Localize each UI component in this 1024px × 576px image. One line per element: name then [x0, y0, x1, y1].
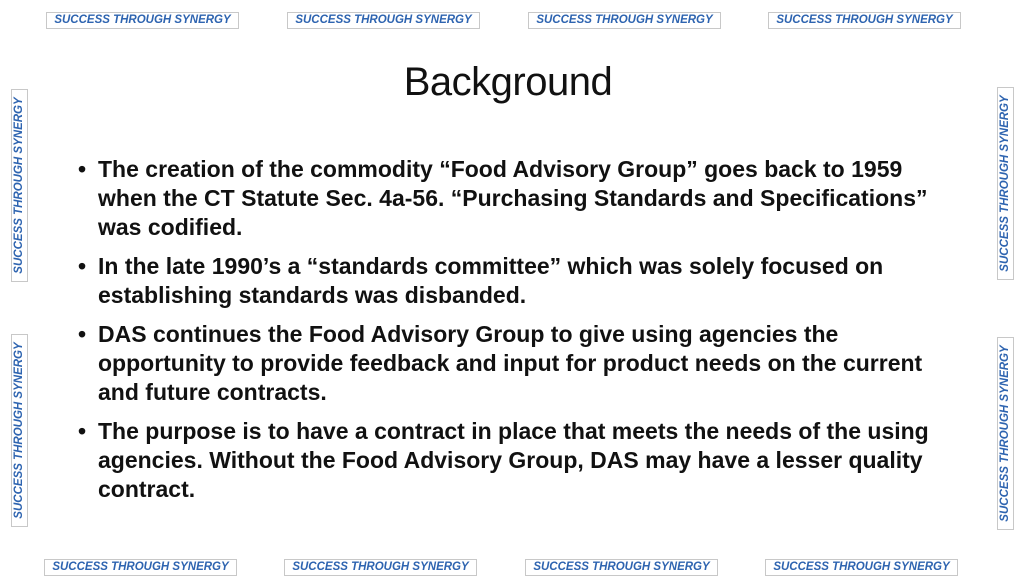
tagline-bottom-4: SUCCESS THROUGH SYNERGY	[765, 559, 958, 576]
tagline-top-3: SUCCESS THROUGH SYNERGY	[528, 12, 721, 29]
bullet-list	[76, 155, 956, 514]
bullet-icon: •	[78, 253, 87, 279]
tagline-right-1: SUCCESS THROUGH SYNERGY	[997, 87, 1014, 280]
tagline-top-4: SUCCESS THROUGH SYNERGY	[768, 12, 961, 29]
bullet-icon: •	[78, 418, 87, 444]
bullet-icon: •	[78, 156, 87, 182]
tagline-bottom-3: SUCCESS THROUGH SYNERGY	[525, 559, 718, 576]
bullet-item	[76, 252, 956, 310]
bullet-text: In the late 1990’s a “standards committee” which was solely focused on establishing standards was disbanded.	[98, 253, 884, 308]
slide-title: Background	[403, 60, 613, 104]
tagline-top-2: SUCCESS THROUGH SYNERGY	[287, 12, 480, 29]
bullet-text: DAS continues the Food Advisory Group to give using agencies the opportunity to provide feedback and input for product needs on the current and future contracts.	[98, 321, 923, 405]
bullet-item	[76, 320, 956, 407]
tagline-right-2: SUCCESS THROUGH SYNERGY	[997, 337, 1014, 530]
tagline-bottom-1: SUCCESS THROUGH SYNERGY	[44, 559, 237, 576]
bullet-icon: •	[78, 321, 87, 347]
tagline-bottom-2: SUCCESS THROUGH SYNERGY	[284, 559, 477, 576]
tagline-left-2: SUCCESS THROUGH SYNERGY	[11, 334, 28, 527]
tagline-top-1: SUCCESS THROUGH SYNERGY	[46, 12, 239, 29]
bullet-text: The creation of the commodity “Food Advisory Group” goes back to 1959 when the CT Statute Sec. 4a-56. “Purchasing Standards and Specifications” was codified.	[98, 156, 928, 240]
bullet-item	[76, 155, 956, 242]
bullet-text: The purpose is to have a contract in place that meets the needs of the using agencies. Without the Food Advisory Group, DAS may have a lesser quality contract.	[98, 418, 929, 502]
tagline-left-1: SUCCESS THROUGH SYNERGY	[11, 89, 28, 282]
bullet-item	[76, 417, 956, 504]
